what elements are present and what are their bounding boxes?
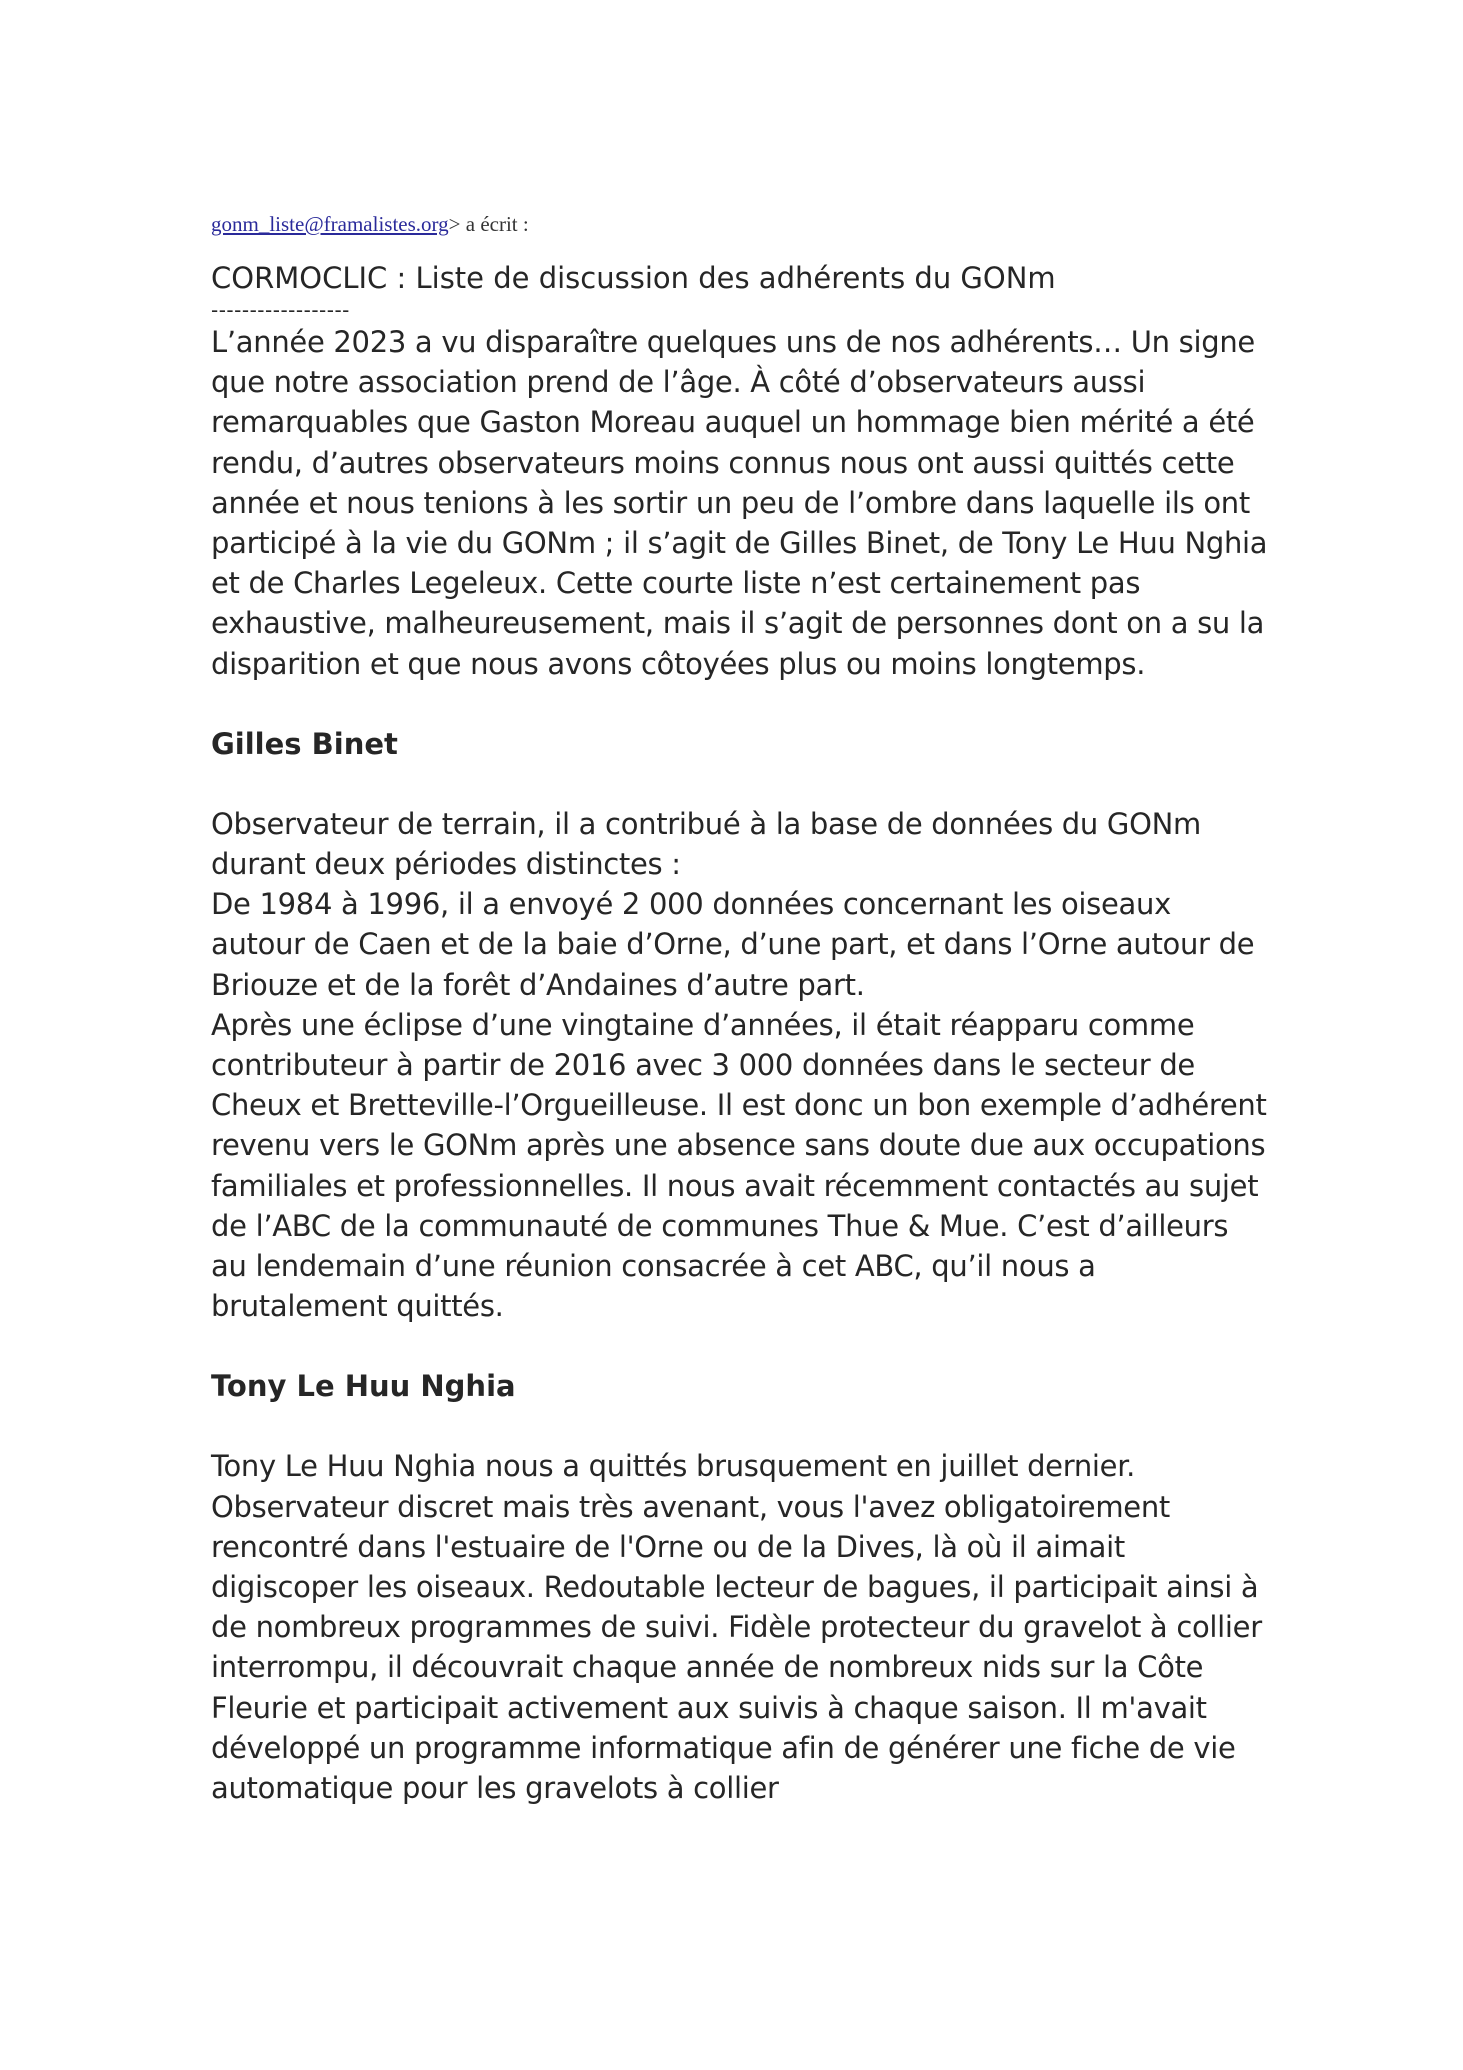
email-suffix: > a écrit :: [448, 212, 529, 236]
separator-line: ------------------: [211, 298, 350, 322]
spacer: [211, 764, 1271, 804]
list-title: CORMOCLIC : Liste de discussion des adhérents du GONm: [211, 261, 1056, 295]
gilles-binet-paragraph-1: Observateur de terrain, il a contribué à la base de données du GONm durant deux périodes distinctes :: [211, 806, 1201, 882]
gilles-binet-paragraph-3: Après une éclipse d’une vingtaine d’années, il était réapparu comme contributeur à partir de 2016 avec 3 000 données dans le secteur de Cheux et Bretteville-l’Orgueilleuse. Il est donc un bon exemple d’adhérent revenu vers le GONm après une absence sans doute due aux occupations familiales et professionnelles. Il nous avait récemment contactés au sujet de l’ABC de la communauté de communes Thue & Mue. C’est d’ailleurs au lendemain d’une réunion consacrée à cet ABC, qu’il nous a brutalement quittés.: [211, 1007, 1267, 1324]
section-heading-gilles-binet: Gilles Binet: [211, 726, 398, 761]
spacer: [211, 1326, 1271, 1366]
gilles-binet-paragraph-2: De 1984 à 1996, il a envoyé 2 000 données concernant les oiseaux autour de Caen et de la baie d’Orne, d’une part, et dans l’Orne autour de Briouze et de la forêt d’Andaines d’autre part.: [211, 887, 1255, 1002]
email-header: [211, 210, 1271, 238]
tony-le-huu-nghia-paragraph-1: Tony Le Huu Nghia nous a quittés brusquement en juillet dernier. Observateur discret mais très avenant, vous l'avez obligatoirement rencontré dans l'estuaire de l'Orne ou de la Dives, là où il aimait digiscoper les oiseaux. Redoutable lecteur de bagues, il participait ainsi à de nombreux programmes de suivi. Fidèle protecteur du gravelot à collier interrompu, il découvrait chaque année de nombreux nids sur la Côte Fleurie et participait activement aux suivis à chaque saison. Il m'avait développé un programme informatique afin de générer une fiche de vie automatique pour les gravelots à collier: [211, 1449, 1262, 1806]
email-link[interactable]: gonm_liste@framalistes.org: [211, 212, 449, 236]
intro-paragraph: L’année 2023 a vu disparaître quelques uns de nos adhérents… Un signe que notre association prend de l’âge. À côté d’observateurs aussi remarquables que Gaston Moreau auquel un hommage bien mérité a été rendu, d’autres observateurs moins connus nous ont aussi quittés cette année et nous tenions à les sortir un peu de l’ombre dans laquelle ils ont participé à la vie du GONm ; il s’agit de Gilles Binet, de Tony Le Huu Nghia et de Charles Legeleux. Cette courte liste n’est certainement pas exhaustive, malheureusement, mais il s’agit de personnes dont on a su la disparition et que nous avons côtoyées plus ou moins longtemps.: [211, 325, 1268, 681]
spacer: [211, 684, 1271, 724]
document-content: [211, 210, 1271, 1808]
spacer: [211, 1406, 1271, 1446]
section-heading-tony-le-huu-nghia: Tony Le Huu Nghia: [211, 1369, 516, 1404]
